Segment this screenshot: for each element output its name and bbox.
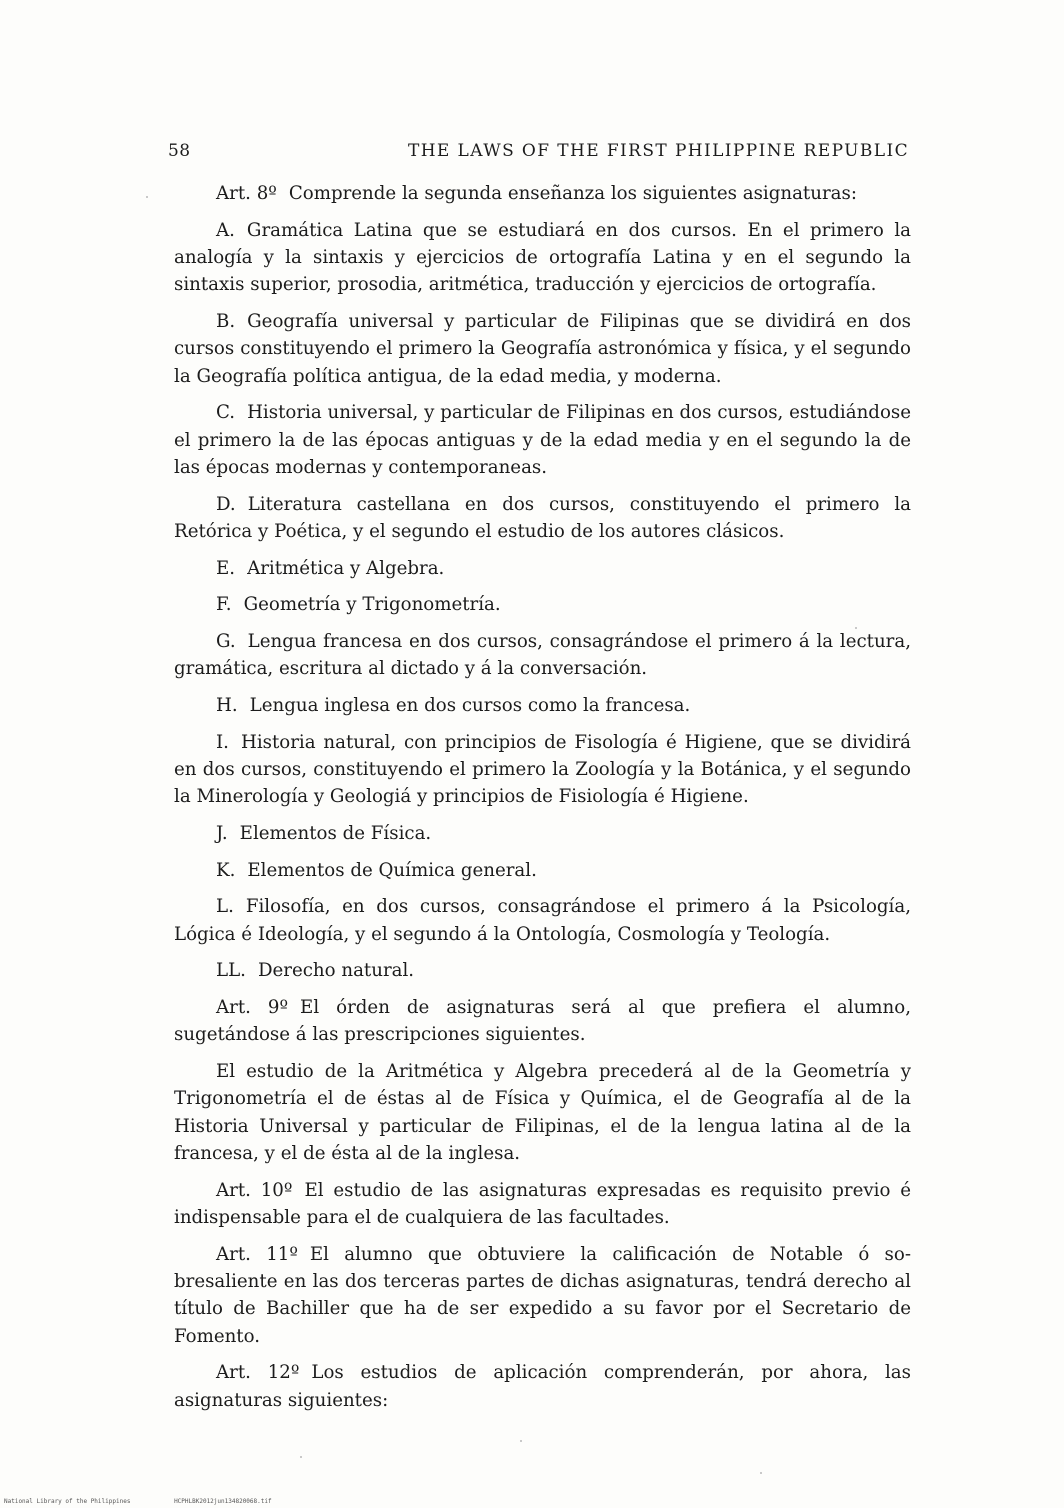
paragraph-lead: E. [216,557,236,579]
paragraph-item-f [174,591,911,618]
paragraph-lead: Art. 10º [216,1179,293,1201]
paragraph-text: Lengua inglesa en dos cursos como la francesa. [249,695,691,716]
paragraph-text: Historia universal, y particular de Filipinas en dos cursos, estudiándose el primero la de las épocas antiguas y de la edad media y en el segundo la de las épocas modernas y contemporaneas. [174,402,911,479]
paragraph-text: Derecho natural. [257,960,415,982]
paragraph-item-j [174,820,911,847]
paragraph-lead: Art. 12º [216,1362,300,1384]
running-title: THE LAWS OF THE FIRST PHILIPPINE REPUBLIC [407,141,909,161]
paragraph-item-k [174,857,911,884]
paragraph-lead: D. [216,493,236,515]
paragraph-lead: A. [216,219,235,241]
paragraph-item-c [174,399,911,481]
paragraph-lead: Art. 8º [216,183,277,204]
paragraph-item-g [174,628,911,683]
paragraph-lead: F. [216,594,232,616]
paragraph-text: Geografía universal y particular de Filipinas que se dividirá en dos cursos constituyendo el primero la Geografía astronómica y física, y el segundo la Geografía política antigua, de la edad media, y moderna. [174,311,911,387]
paragraph-art-11 [174,1241,911,1351]
paragraph-text: Gramática Latina que se estudiará en dos cursos. En el primero la analogía y la sintaxis y ejercicios de ortografía Latina y en el segundo la sintaxis superior, prosodia, aritmética, traducción y ejercicios de ortografía. [174,219,911,296]
scan-speck [520,1440,522,1442]
paragraph-item-i [174,729,911,811]
paragraph-art-9-continued [174,1058,911,1168]
paragraph-lead: Art. 9º [216,996,289,1018]
paragraph-item-d [174,491,911,546]
paragraph-text: Literatura castellana en dos cursos, constituyendo el primero la Retórica y Poética, y el segundo el estudio de los autores clásicos. [174,493,911,543]
paragraph-lead: LL. [216,960,246,982]
paragraph-art-9 [174,994,911,1049]
paragraph-lead: Art. 11º [216,1243,298,1265]
paragraph-art-8 [174,180,911,207]
body-text [174,180,911,1423]
footer-library: National Library of the Philippines [4,1498,131,1505]
paragraph-art-10 [174,1177,911,1232]
paragraph-text: Los estudios de aplicación comprenderán, por ahora, las asignaturas siguientes: [174,1362,911,1411]
scan-speck [146,196,148,198]
scan-speck [760,1472,762,1474]
scan-footer [4,1498,272,1505]
paragraph-item-ll [174,957,911,984]
paragraph-text: Elementos de Física. [239,823,432,844]
paragraph-lead: K. [216,859,236,881]
paragraph-text: Lengua francesa en dos cursos, consagrándose el primero á la lectura, gramática, escritura al dictado y á la conversación. [174,631,911,680]
paragraph-item-a [174,217,911,299]
paragraph-art-12 [174,1359,911,1414]
footer-file-id: HCPHLBK2012jun134820068.tif [174,1498,272,1505]
paragraph-text: El estudio de las asignaturas expresadas es requisito previo é indispensable para el de cualquiera de las facultades. [174,1179,912,1228]
paragraph-lead: L. [216,896,234,918]
paragraph-lead: I. [216,731,229,753]
paragraph-text: El estudio de la Aritmética y Algebra precederá al de la Geometría y Trigonometría el de éstas al de Física y Química, el de Geografía al de la Historia Universal y particular de Filipinas, el de la lengua latina al de la francesa, y el de ésta al de la inglesa. [174,1060,911,1164]
paragraph-item-h [174,692,911,719]
paragraph-text: Filosofía, en dos cursos, consagrándose el primero á la Psicología, Lógica é Ideología, y el segundo á la Ontología, Cosmología y Teología. [174,896,911,945]
paragraph-text: Aritmética y Algebra. [247,557,445,579]
paragraph-text: Historia natural, con principios de Fisología é Higiene, que se dividirá en dos cursos, constituyendo el primero la Zoología y la Botánica, y el segundo la Minerología y Geologiá y principios de Fisiología é Higiene. [174,731,911,808]
paragraph-item-l [174,893,911,948]
paragraph-text: Elementos de Química general. [247,859,537,881]
paragraph-text: El alumno que obtuviere la calificación de Notable ó sobresaliente en las dos terceras partes de dichas asignaturas, tendrá derecho al título de Bachiller que ha de ser expedido a su favor por el Secretario de Fomento. [174,1243,911,1347]
paragraph-text: Geometría y Trigonometría. [243,594,501,616]
paragraph-lead: H. [216,695,238,716]
scan-speck [855,627,857,629]
paragraph-text: El órden de asignaturas será al que prefiera el alumno, sugetándose á las prescripciones siguientes. [174,996,911,1046]
page-number: 58 [168,141,191,161]
paragraph-item-e [174,555,911,582]
paragraph-text: Comprende la segunda enseñanza los siguientes asignaturas: [288,183,857,204]
running-header [168,141,909,165]
paragraph-lead: J. [216,823,228,844]
paragraph-lead: G. [216,631,236,652]
scan-speck [300,1456,302,1458]
paragraph-lead: B. [216,311,236,332]
paragraph-lead: C. [216,402,236,424]
paragraph-item-b [174,308,911,390]
